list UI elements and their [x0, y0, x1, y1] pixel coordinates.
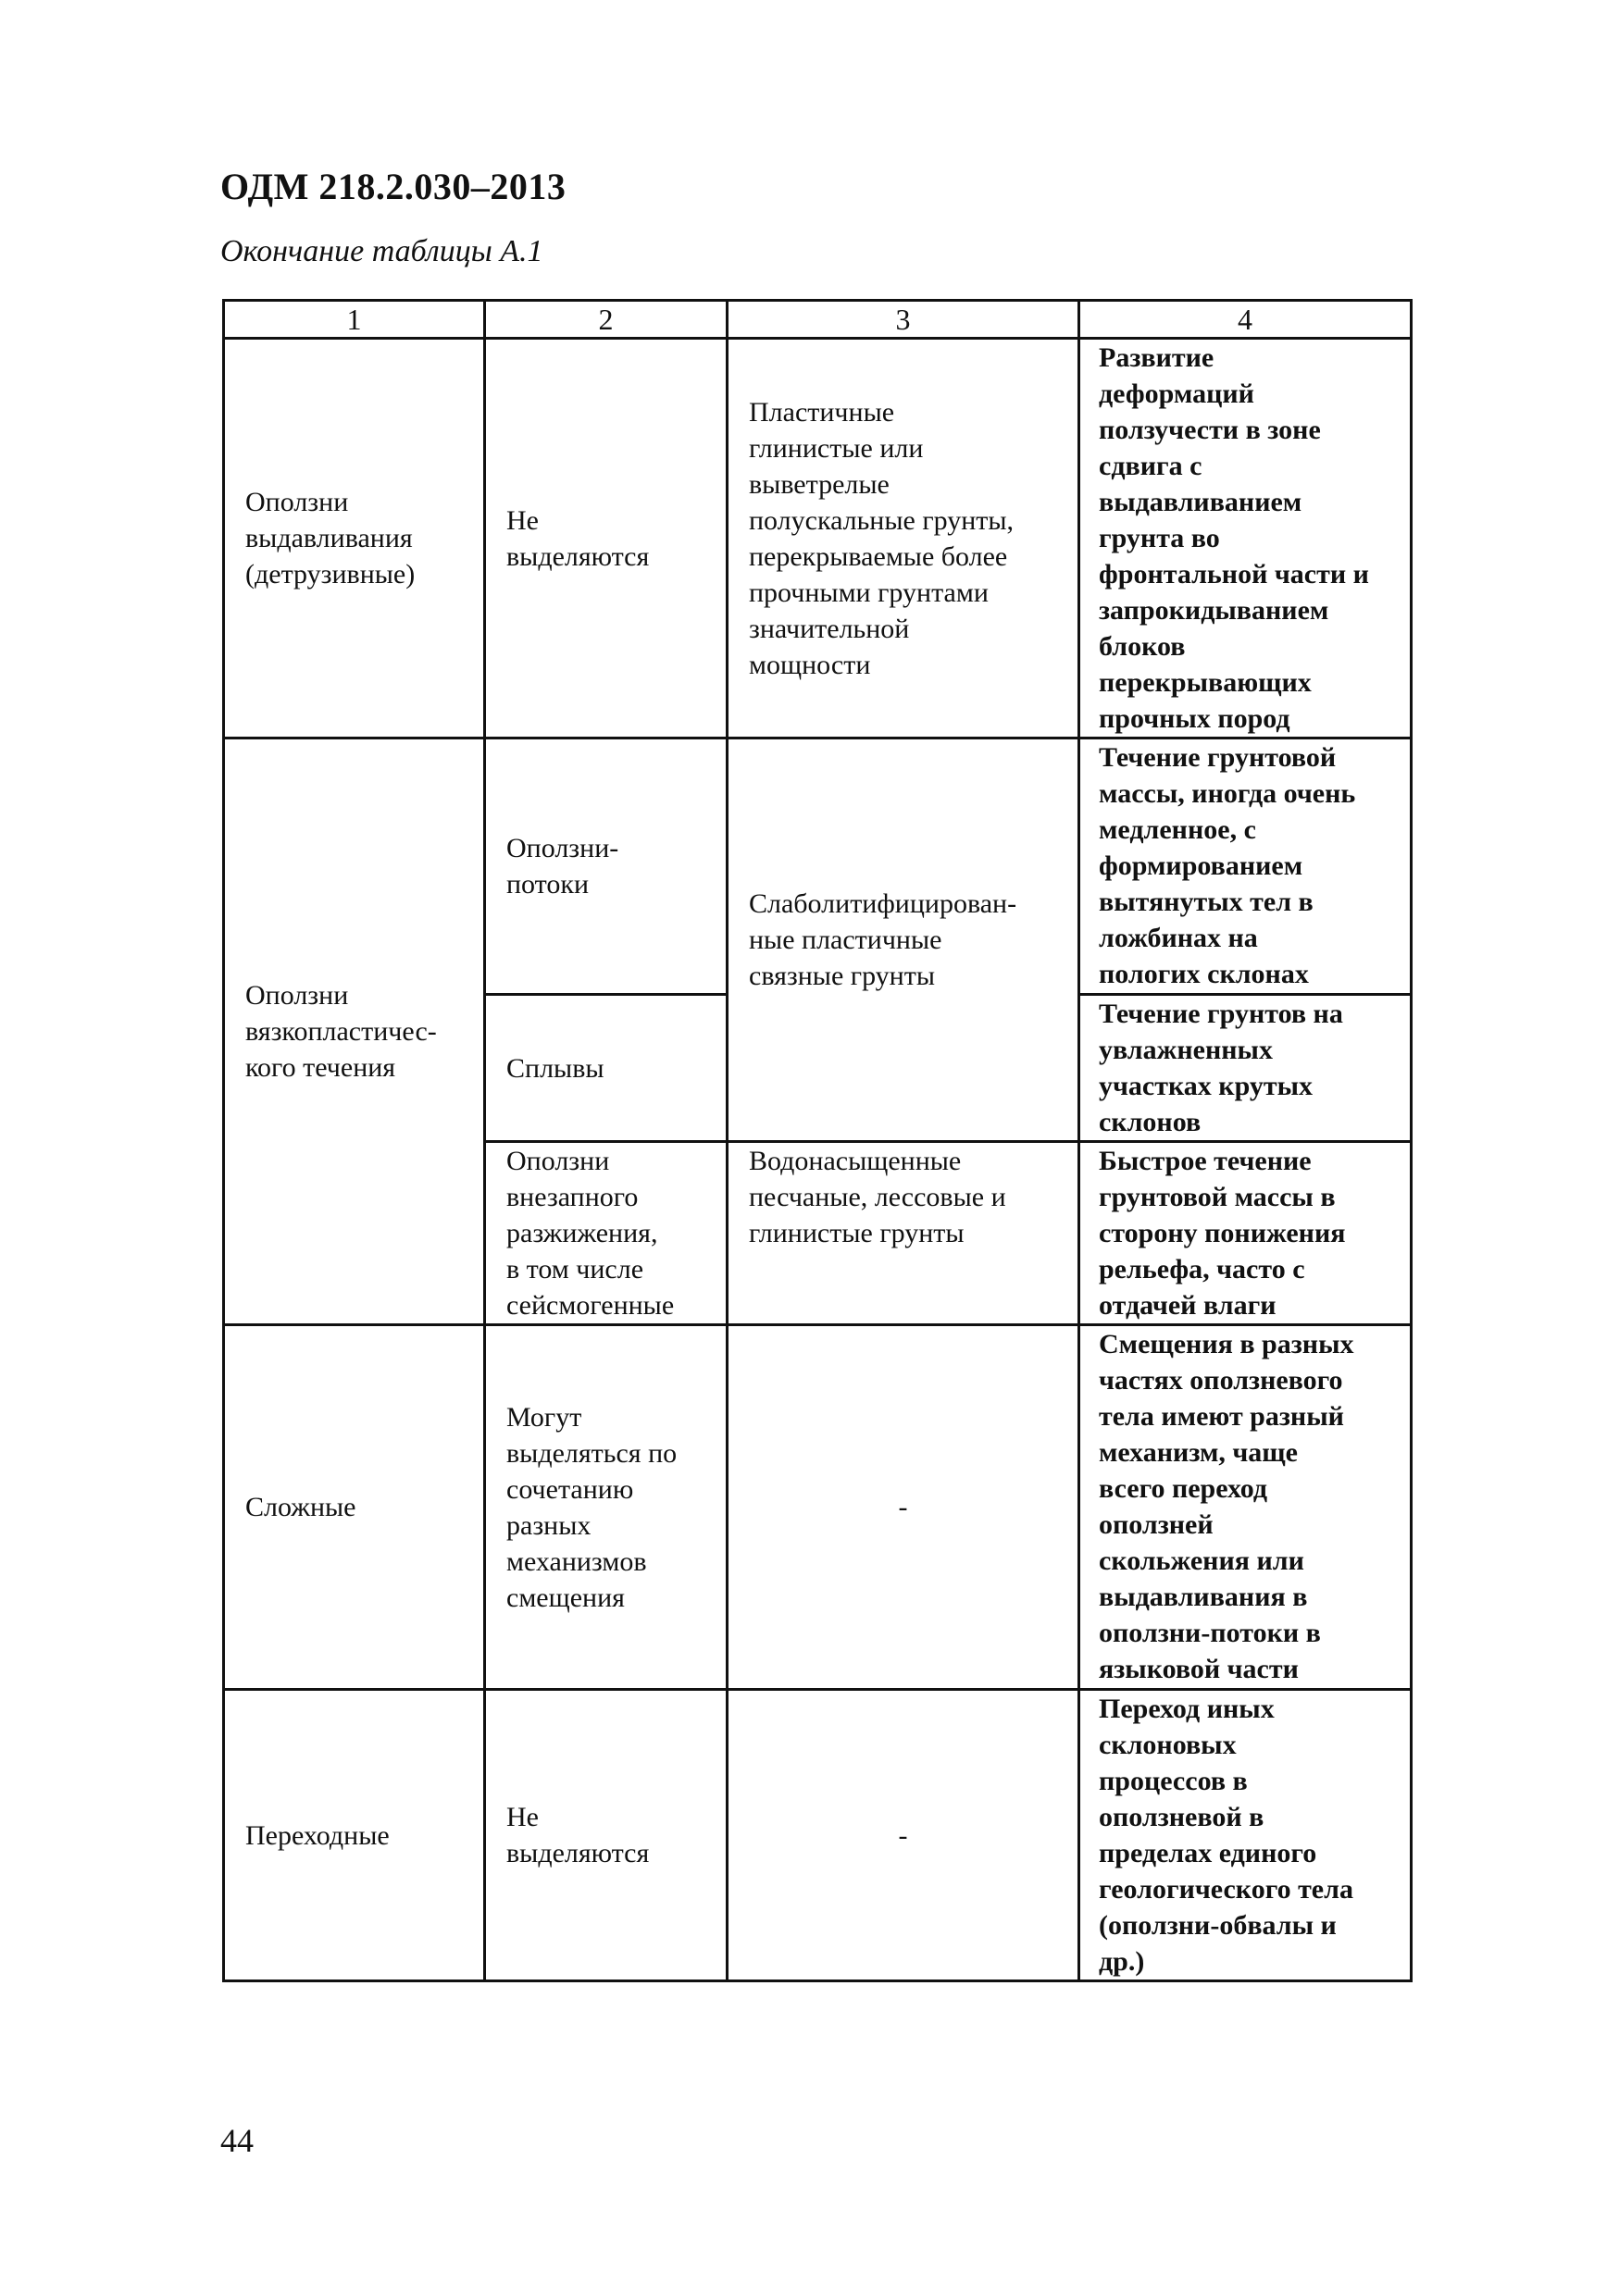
table-header-row — [224, 301, 1412, 339]
subtype-cell: Оползни внезапного разжижения, в том числе сейсмогенные — [485, 1142, 728, 1325]
subtype-cell: Могут выделяться по сочетанию разных механизмов смещения — [485, 1325, 728, 1690]
mechanism-description-cell: Развитие деформаций ползучести в зоне сдвига с выдавливанием грунта во фронтальной части и запрокидыванием блоков перекрывающих прочных пород — [1079, 339, 1412, 738]
column-header: 2 — [485, 301, 728, 339]
soil-type-cell: Водонасыщенные песчаные, лессовые и глинистые грунты — [728, 1142, 1079, 1325]
table-row — [224, 1690, 1412, 1981]
soil-type-cell: Пластичные глинистые или выветрелые полускальные грунты, перекрываемые более прочными грунтами значительной мощности — [728, 339, 1079, 738]
mechanism-description-cell: Течение грунтов на увлажненных участках крутых склонов — [1079, 995, 1412, 1142]
soil-type-cell: Слаболитифицирован- ные пластичные связные грунты — [728, 738, 1079, 1142]
mechanism-description-cell: Смещения в разных частях оползневого тела имеют разный механизм, чаще всего переход оползней скольжения или выдавливания в оползни-потоки в языковой части — [1079, 1325, 1412, 1690]
table-row — [224, 339, 1412, 738]
landslide-classification-table — [222, 299, 1413, 1982]
subtype-cell: Оползни- потоки — [485, 738, 728, 995]
soil-type-cell: - — [728, 1325, 1079, 1690]
table-row — [224, 738, 1412, 995]
subtype-cell: Не выделяются — [485, 339, 728, 738]
landslide-type-cell: Оползни вязкопластичес- кого течения — [224, 738, 485, 1325]
document-code: ОДМ 218.2.030–2013 — [220, 166, 567, 207]
column-header: 4 — [1079, 301, 1412, 339]
landslide-type-cell: Оползни выдавливания (детрузивные) — [224, 339, 485, 738]
column-header: 3 — [728, 301, 1079, 339]
column-header: 1 — [224, 301, 485, 339]
soil-type-cell: - — [728, 1690, 1079, 1981]
subtype-cell: Сплывы — [485, 995, 728, 1142]
mechanism-description-cell: Быстрое течение грунтовой массы в сторону понижения рельефа, часто с отдачей влаги — [1079, 1142, 1412, 1325]
mechanism-description-cell: Течение грунтовой массы, иногда очень медленное, с формированием вытянутых тел в ложбинах на пологих склонах — [1079, 738, 1412, 995]
table-row — [224, 1325, 1412, 1690]
landslide-type-cell: Сложные — [224, 1325, 485, 1690]
page-number: 44 — [220, 2122, 254, 2159]
landslide-type-cell: Переходные — [224, 1690, 485, 1981]
subtype-cell: Не выделяются — [485, 1690, 728, 1981]
mechanism-description-cell: Переход иных склоновых процессов в оползневой в пределах единого геологического тела (оползни-обвалы и др.) — [1079, 1690, 1412, 1981]
table-caption: Окончание таблицы А.1 — [220, 234, 543, 268]
